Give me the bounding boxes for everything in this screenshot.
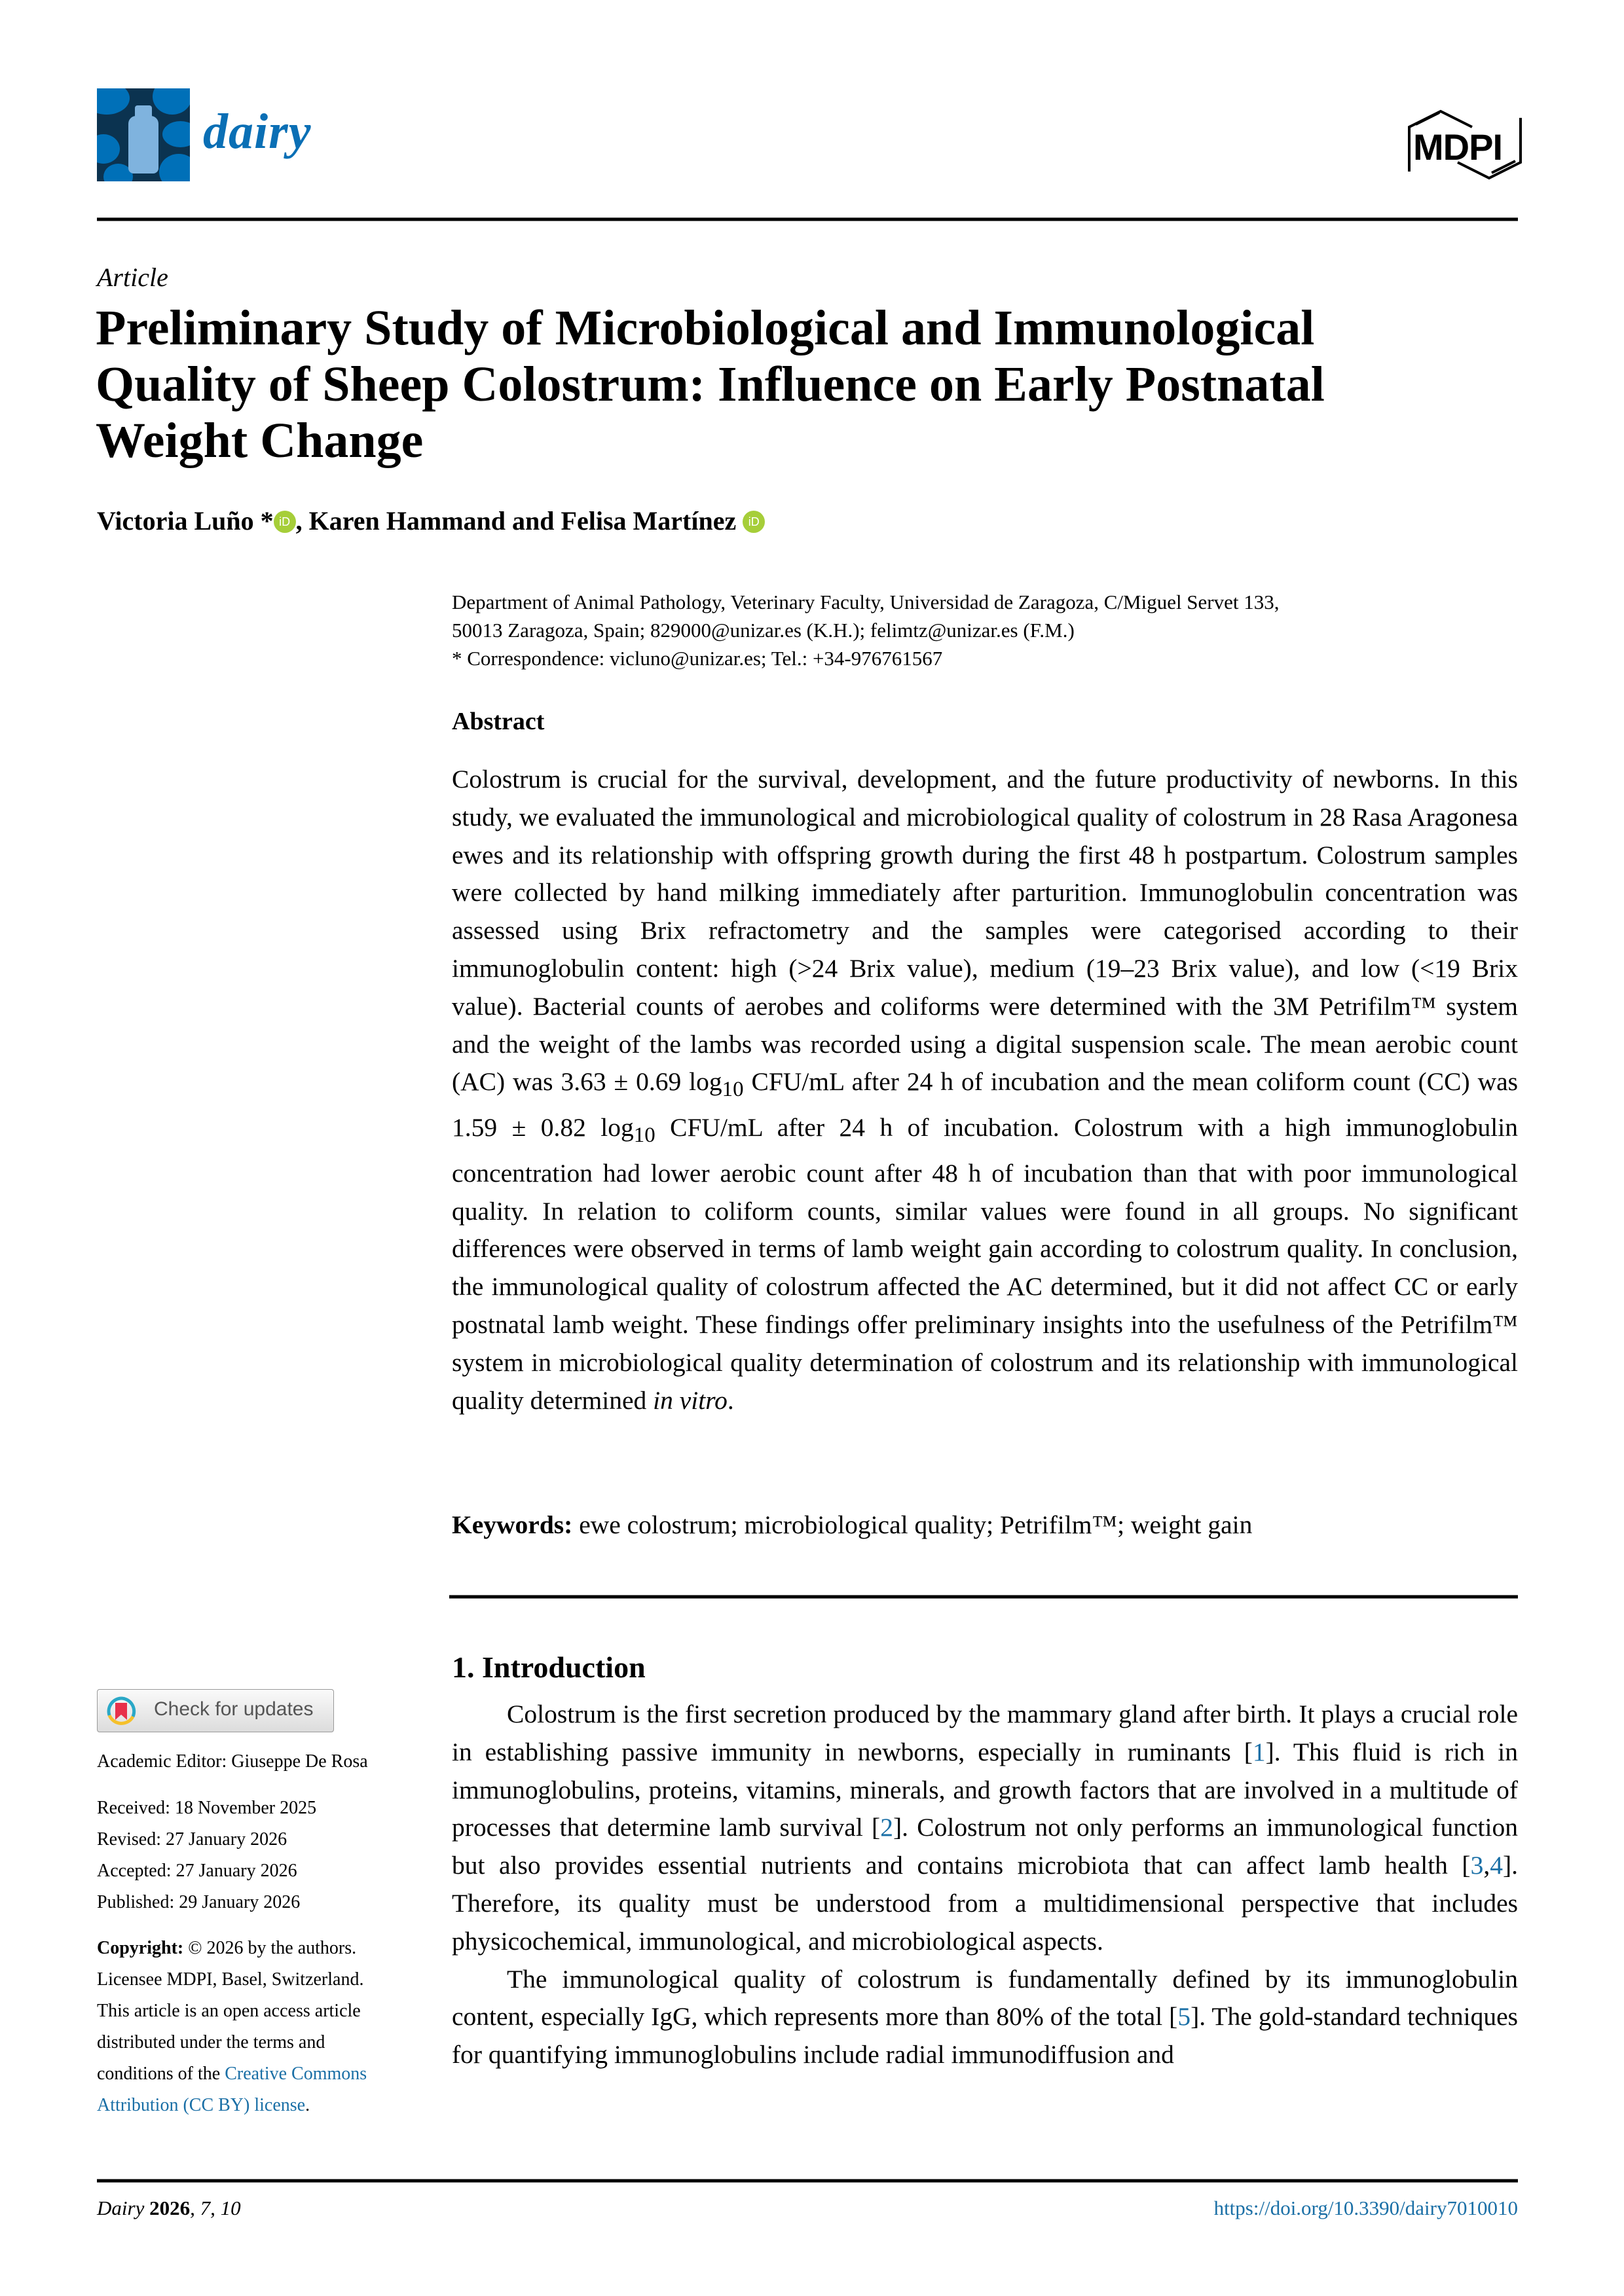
date-received: Received: 18 November 2025: [97, 1798, 317, 1818]
article-title: Preliminary Study of Microbiological and Immunological Quality of Sheep Colostrum: Influence on Early Postnatal Weight Change: [96, 301, 1325, 468]
author-list: Victoria Luño * iD , Karen Hammand and Felisa Martínez iD: [97, 505, 765, 536]
copyright-notice: Copyright: © 2026 by the authors. Licensee MDPI, Basel, Switzerland. This article is an open access article distributed under the terms and conditions of the Creative Commons Attribution (CC BY) license.: [97, 1938, 367, 2115]
section-heading: 1. Introduction: [452, 1650, 646, 1684]
journal-volume: , 7, 10: [190, 2196, 241, 2219]
paragraph: The immunological quality of colostrum is fundamentally defined by its immunoglobulin content, especially IgG, which represents more than 80% of the total [5]. The gold-standard techniques for quantifying immunoglobulins include radial immunodiffusion and: [452, 1964, 1518, 2069]
doi-link[interactable]: https://doi.org/10.3390/dairy7010010: [1213, 2196, 1518, 2219]
citation-link[interactable]: 3: [1470, 1851, 1484, 1880]
header-divider: [97, 217, 1518, 221]
orcid-icon[interactable]: iD: [274, 511, 296, 533]
license-link[interactable]: Attribution (CC BY) license: [97, 2095, 306, 2115]
citation-info: [97, 2196, 241, 2220]
mdpi-logo: [1401, 105, 1532, 183]
keywords-label: Keywords:: [452, 1510, 573, 1539]
crossmark-icon: [105, 1696, 137, 1727]
journal-year: 2026: [144, 2196, 191, 2219]
affiliations: [452, 588, 1526, 672]
keywords: [452, 1510, 1252, 1540]
abstract-text: Colostrum is crucial for the survival, development, and the future productivity of newborns. In this study, we evaluated the immunological and microbiological quality of colostrum in 28 Rasa Aragonesa ewes and its relationship with offspring growth during the first 48 h postpartum. Colostrum samples were collected by hand milking immediately after parturition. Immunoglobulin concentration was assessed using Brix refractometry and the samples were categorised according to their immunoglobulin content: high (>24 Brix value), medium (19–23 Brix value), and low (<19 Brix value). Bacterial counts of aerobes and coliforms were determined with the 3M Petrifilm™ system and the weight of the lambs was recorded using a digital suspension scale. The mean aerobic count (AC) was 3.63 ± 0.69 $\log_{10} CFU/mL$ after 24 h of incubation and the mean coliform count (CC) was 1.59 ± 0.82 $\log_{10} CFU/mL$ after 24 h of incubation. Colostrum with a high immunoglobulin concentration had lower aerobic count after 48 h of incubation than that with poor immunological quality. In relation to coliform counts, similar values were found in all groups. No significant differences were observed in terms of lamb weight gain according to colostrum quality. In conclusion, the immunological quality of colostrum affected the AC determined, but it did not affect CC or early postnatal lamb weight. These findings offer preliminary insights into the usefulness of the Petrifilm™ system in microbiological quality determination of colostrum and its relationship with immunological quality determined in vitro.: [452, 765, 1519, 1415]
citation-link[interactable]: 5: [1177, 2002, 1191, 2032]
corresponding-marker: *: [253, 506, 274, 536]
mdpi-wordmark: MDPI: [1413, 126, 1502, 168]
journal-name: dairy: [203, 104, 312, 159]
journal-abbrev: Dairy: [97, 2196, 145, 2219]
introduction-body: [452, 1696, 1518, 2074]
check-for-updates-label: Check for updates: [154, 1698, 314, 1720]
author-name[interactable]: Victoria Luño: [97, 506, 254, 536]
correspondence: * Correspondence: vicluno@unizar.es; Tel.: +34-976761567: [452, 647, 943, 670]
author-name[interactable]: Felisa Martínez: [561, 506, 737, 536]
date-published: Published: 29 January 2026: [97, 1892, 301, 1912]
paragraph: Colostrum is the first secretion produced by the mammary gland after birth. It plays a crucial role in establishing passive immunity in newborns, especially in ruminants [1]. This fluid is rich in immunoglobulins, proteins, vitamins, minerals, and growth factors that are involved in a multitude of processes that determine lamb survival [2]. Colostrum not only performs an immunological function but also provides essential nutrients and contains microbiota that can affect lamb health [3,4]. Therefore, its quality must be understood from a multidimensional perspective that includes physicochemical, immunological, and microbiological aspects.: [452, 1700, 1518, 1956]
citation-link[interactable]: 2: [880, 1813, 893, 1842]
footer-divider: [97, 2179, 1518, 2183]
keywords-list: ewe colostrum; microbiological quality; Petrifilm™; weight gain: [572, 1510, 1253, 1539]
check-for-updates-button[interactable]: [97, 1689, 334, 1732]
date-revised: Revised: 27 January 2026: [97, 1829, 287, 1850]
date-accepted: Accepted: 27 January 2026: [97, 1861, 297, 1881]
affiliation-line: 50013 Zaragoza, Spain; 829000@unizar.es (K.H.); felimtz@unizar.es (F.M.): [452, 619, 1075, 642]
citation-link[interactable]: 1: [1252, 1737, 1266, 1766]
article-type: Article: [97, 263, 168, 292]
author-name[interactable]: Karen Hammand: [308, 506, 506, 536]
academic-editor: Academic Editor: Giuseppe De Rosa: [97, 1751, 368, 1772]
publication-dates: [97, 1793, 411, 1918]
abstract-divider: [449, 1595, 1518, 1599]
affiliation-line: Department of Animal Pathology, Veterinary Faculty, Universidad de Zaragoza, C/Miguel Servet 133,: [452, 591, 1280, 613]
copyright-label: Copyright:: [97, 1938, 184, 1958]
orcid-icon[interactable]: iD: [743, 511, 765, 533]
journal-logo: [97, 88, 190, 181]
license-link[interactable]: Creative Commons: [225, 2064, 367, 2084]
citation-link[interactable]: 4: [1490, 1851, 1503, 1880]
abstract-heading: Abstract: [452, 708, 545, 735]
